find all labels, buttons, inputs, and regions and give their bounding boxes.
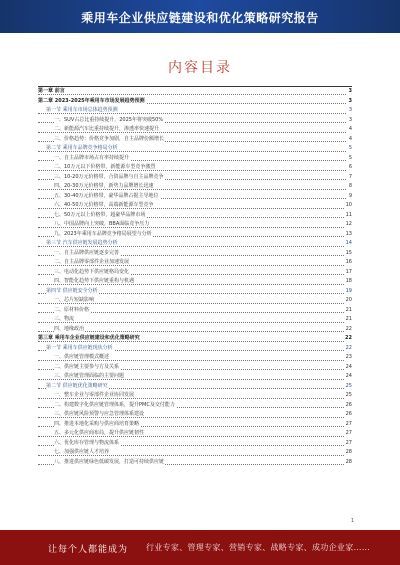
toc-item[interactable]: [38, 135, 352, 145]
toc-item[interactable]: [38, 353, 352, 363]
toc-entry-page: 10: [345, 201, 352, 211]
toc-item[interactable]: [38, 315, 352, 325]
toc-item[interactable]: [38, 173, 352, 183]
toc-item[interactable]: [38, 448, 352, 458]
report-header: [0, 0, 400, 33]
toc-entry-page: 27: [345, 429, 352, 439]
toc-chapter[interactable]: [38, 334, 352, 344]
toc-entry-page: 12: [345, 220, 352, 230]
toc-entry-page: 5: [348, 144, 352, 154]
toc-item[interactable]: [38, 401, 352, 411]
toc-entry-title: 第二章 2023-2025年乘用车市场发展趋势预测: [38, 97, 145, 104]
toc-item[interactable]: [38, 429, 352, 439]
toc-entry-page: 22: [344, 334, 352, 344]
toc-entry-page: 22: [345, 325, 352, 335]
toc-entry-title: 五、30-40万元价格带，豪华品牌占据主导地位: [54, 192, 159, 199]
toc-item[interactable]: [38, 268, 352, 278]
toc-entry-title: 一、整车企业与零部件企业协同发展: [54, 392, 135, 398]
toc-entry-page: 14: [345, 239, 352, 249]
toc-entry-page: 25: [345, 382, 352, 392]
toc-item[interactable]: [38, 220, 352, 230]
toc-item[interactable]: [38, 211, 352, 221]
toc-entry-title: 一、SUV占总比重持续提升，2025年将突破50%: [54, 116, 164, 123]
toc-item[interactable]: [38, 182, 352, 192]
toc-section[interactable]: [38, 239, 352, 249]
toc-entry-page: 3: [348, 87, 352, 97]
toc-entry-page: 13: [345, 230, 352, 240]
toc-entry-page: 27: [345, 439, 352, 449]
toc-section[interactable]: [38, 106, 352, 116]
toc-entry-page: 8: [348, 182, 352, 192]
toc-entry-title: 一、供应链管理模式概述: [54, 354, 110, 360]
toc-entry-page: 28: [345, 458, 352, 468]
toc-entry-page: 28: [345, 448, 352, 458]
toc-entry-title: 一、自主品牌供应链逐步完善: [54, 249, 120, 256]
toc-entry-title: 七、50万元以上价格带，超豪华品牌市场: [54, 211, 146, 218]
toc-heading: 内容目录: [168, 60, 232, 76]
toc-entry-page: 17: [345, 268, 352, 278]
toc-entry-title: 二、供应链主要参与方及关系: [54, 363, 120, 370]
toc-item[interactable]: [38, 116, 352, 126]
toc-entry-title: 三、供应链管理面临的主要问题: [54, 373, 125, 379]
toc-leader-dots: [38, 94, 346, 95]
toc-entry-title: 第二节 乘用车品牌竞争格局分析: [46, 145, 118, 151]
footer-slogan: 让每个人都能成为: [48, 545, 129, 555]
toc-entry-page: 3: [348, 97, 352, 107]
toc-entry-page: 21: [345, 315, 352, 325]
toc-entry-title: 一、芯片短缺影响: [54, 297, 95, 303]
toc-entry-page: 21: [345, 306, 352, 316]
toc-entry-page: 11: [345, 211, 352, 221]
toc-entry-title: 二、10万元以下价格带，新能源车型竞争激烈: [54, 164, 156, 170]
toc-entry-page: 15: [345, 249, 352, 259]
toc-entry-page: 20: [345, 296, 352, 306]
toc-item[interactable]: [38, 391, 352, 401]
toc-entry-page: 3: [348, 106, 352, 116]
toc-entry-title: 三、电动化趋势下供应链格局变化: [54, 268, 130, 275]
toc-item[interactable]: [38, 192, 352, 202]
toc-entry-page: 6: [348, 163, 352, 173]
toc-entry-title: 七、加强供应链人才培养: [54, 449, 110, 455]
toc-entry-page: 26: [345, 401, 352, 411]
toc-entry-title: 三、供应链风险预警与应急管理体系建设: [54, 411, 145, 417]
toc-section[interactable]: [38, 144, 352, 154]
toc-item[interactable]: [38, 201, 352, 211]
toc-entry-title: 四、推进本地化采购与供应商培育策略: [54, 420, 140, 427]
toc-entry-title: 第三章 乘用车企业供应链建设和优化策略研究: [38, 335, 140, 341]
toc-item[interactable]: [38, 230, 352, 240]
page-number: 1: [350, 518, 354, 524]
toc-entry-title: 八、推进供应链绿色低碳发展，打造可持续供应链: [54, 458, 165, 465]
toc-entry-title: 六、40-50万元价格带，高端新能源车型竞争: [54, 202, 154, 208]
toc-entry-title: 一、自主品牌市场占有率持续提升: [54, 154, 130, 161]
toc-entry-title: 二、构建数字化供应链管理体系，提升PMC及交付能力: [54, 401, 175, 408]
toc-item[interactable]: [38, 163, 352, 173]
toc-section[interactable]: [38, 287, 352, 297]
toc-entry-title: 八、中国品牌向上突破，BBA面临竞争压力: [54, 221, 150, 227]
toc-item[interactable]: [38, 277, 352, 287]
toc-entry-title: 三、价格趋势：价格竞争加剧，自主品牌份额增长: [54, 135, 165, 142]
table-of-contents: [38, 87, 352, 467]
toc-entry-title: 第一章 前言: [38, 88, 65, 94]
toc-entry-title: 第一节 乘用车市场总体趋势预测: [46, 107, 118, 113]
toc-entry-page: 25: [345, 391, 352, 401]
toc-entry-page: 3: [348, 116, 352, 126]
toc-item[interactable]: [38, 439, 352, 449]
toc-entry-title: 四、智能化趋势下供应链重构与机遇: [54, 278, 135, 284]
toc-entry-page: 16: [345, 258, 352, 268]
toc-entry-title: 第一节 乘用车供应链现状分析: [46, 344, 113, 351]
toc-entry-page: 23: [345, 353, 352, 363]
toc-entry-title: 第二节 供应链优化策略研究: [46, 382, 108, 389]
toc-entry-page: 22: [345, 344, 352, 354]
toc-item[interactable]: [38, 410, 352, 420]
toc-section[interactable]: [38, 382, 352, 392]
toc-item[interactable]: [38, 249, 352, 259]
toc-entry-title: 五、多元化供应商布局，提升供应链韧性: [54, 430, 145, 436]
toc-entry-title: 九、2023年乘用车品牌竞争格局展望与分析: [54, 230, 152, 237]
toc-item[interactable]: [38, 258, 352, 268]
toc-item[interactable]: [38, 296, 352, 306]
toc-entry-title: 三、物流: [54, 316, 75, 322]
toc-leader-dots: [38, 322, 346, 323]
toc-item[interactable]: [38, 125, 352, 135]
toc-entry-page: 19: [345, 287, 352, 297]
toc-entry-page: 27: [345, 420, 352, 430]
toc-entry-title: 四、地缘政治: [54, 325, 85, 332]
toc-item[interactable]: [38, 420, 352, 430]
toc-item[interactable]: [38, 363, 352, 373]
toc-entry-page: 24: [345, 372, 352, 382]
toc-entry-title: 三、10-20万元价格带，合资品牌与自主品牌竞争: [54, 173, 164, 180]
toc-entry-title: 二、原材料价格: [54, 306, 90, 313]
toc-entry-title: 二、新能源汽车比重持续提升，渗透率快速提升: [54, 126, 160, 132]
toc-entry-title: 四、20-30万元价格带，新势力品牌增长迅速: [54, 183, 154, 189]
toc-entry-title: 第四节 供应链安全分析: [46, 287, 98, 294]
toc-section[interactable]: [38, 344, 352, 354]
report-title: 乘用车企业供应链建设和优化策略研究报告: [81, 11, 319, 25]
toc-item[interactable]: [38, 154, 352, 164]
toc-entry-title: 二、自主品牌零部件企业加速发展: [54, 259, 130, 265]
toc-item[interactable]: [38, 458, 352, 468]
toc-entry-title: 六、优化库存管理与物流体系: [54, 439, 120, 446]
footer-banner: [0, 530, 400, 565]
footer-roles: 行业专家、管理专家、营销专家、战略专家、成功企业家……: [146, 543, 371, 552]
toc-chapter[interactable]: [38, 97, 352, 107]
toc-entry-page: 24: [345, 363, 352, 373]
toc-entry-page: 5: [348, 154, 352, 164]
toc-entry-title: 第三节 汽车供应链发展趋势分析: [46, 240, 118, 246]
toc-item[interactable]: [38, 325, 352, 335]
toc-entry-page: 26: [345, 410, 352, 420]
toc-item[interactable]: [38, 306, 352, 316]
toc-entry-page: 4: [348, 125, 352, 135]
toc-entry-page: 18: [345, 277, 352, 287]
toc-entry-page: 9: [348, 192, 352, 202]
toc-entry-page: 4: [348, 135, 352, 145]
toc-entry-page: 7: [348, 173, 352, 183]
toc-item[interactable]: [38, 372, 352, 382]
toc-chapter[interactable]: [38, 87, 352, 97]
